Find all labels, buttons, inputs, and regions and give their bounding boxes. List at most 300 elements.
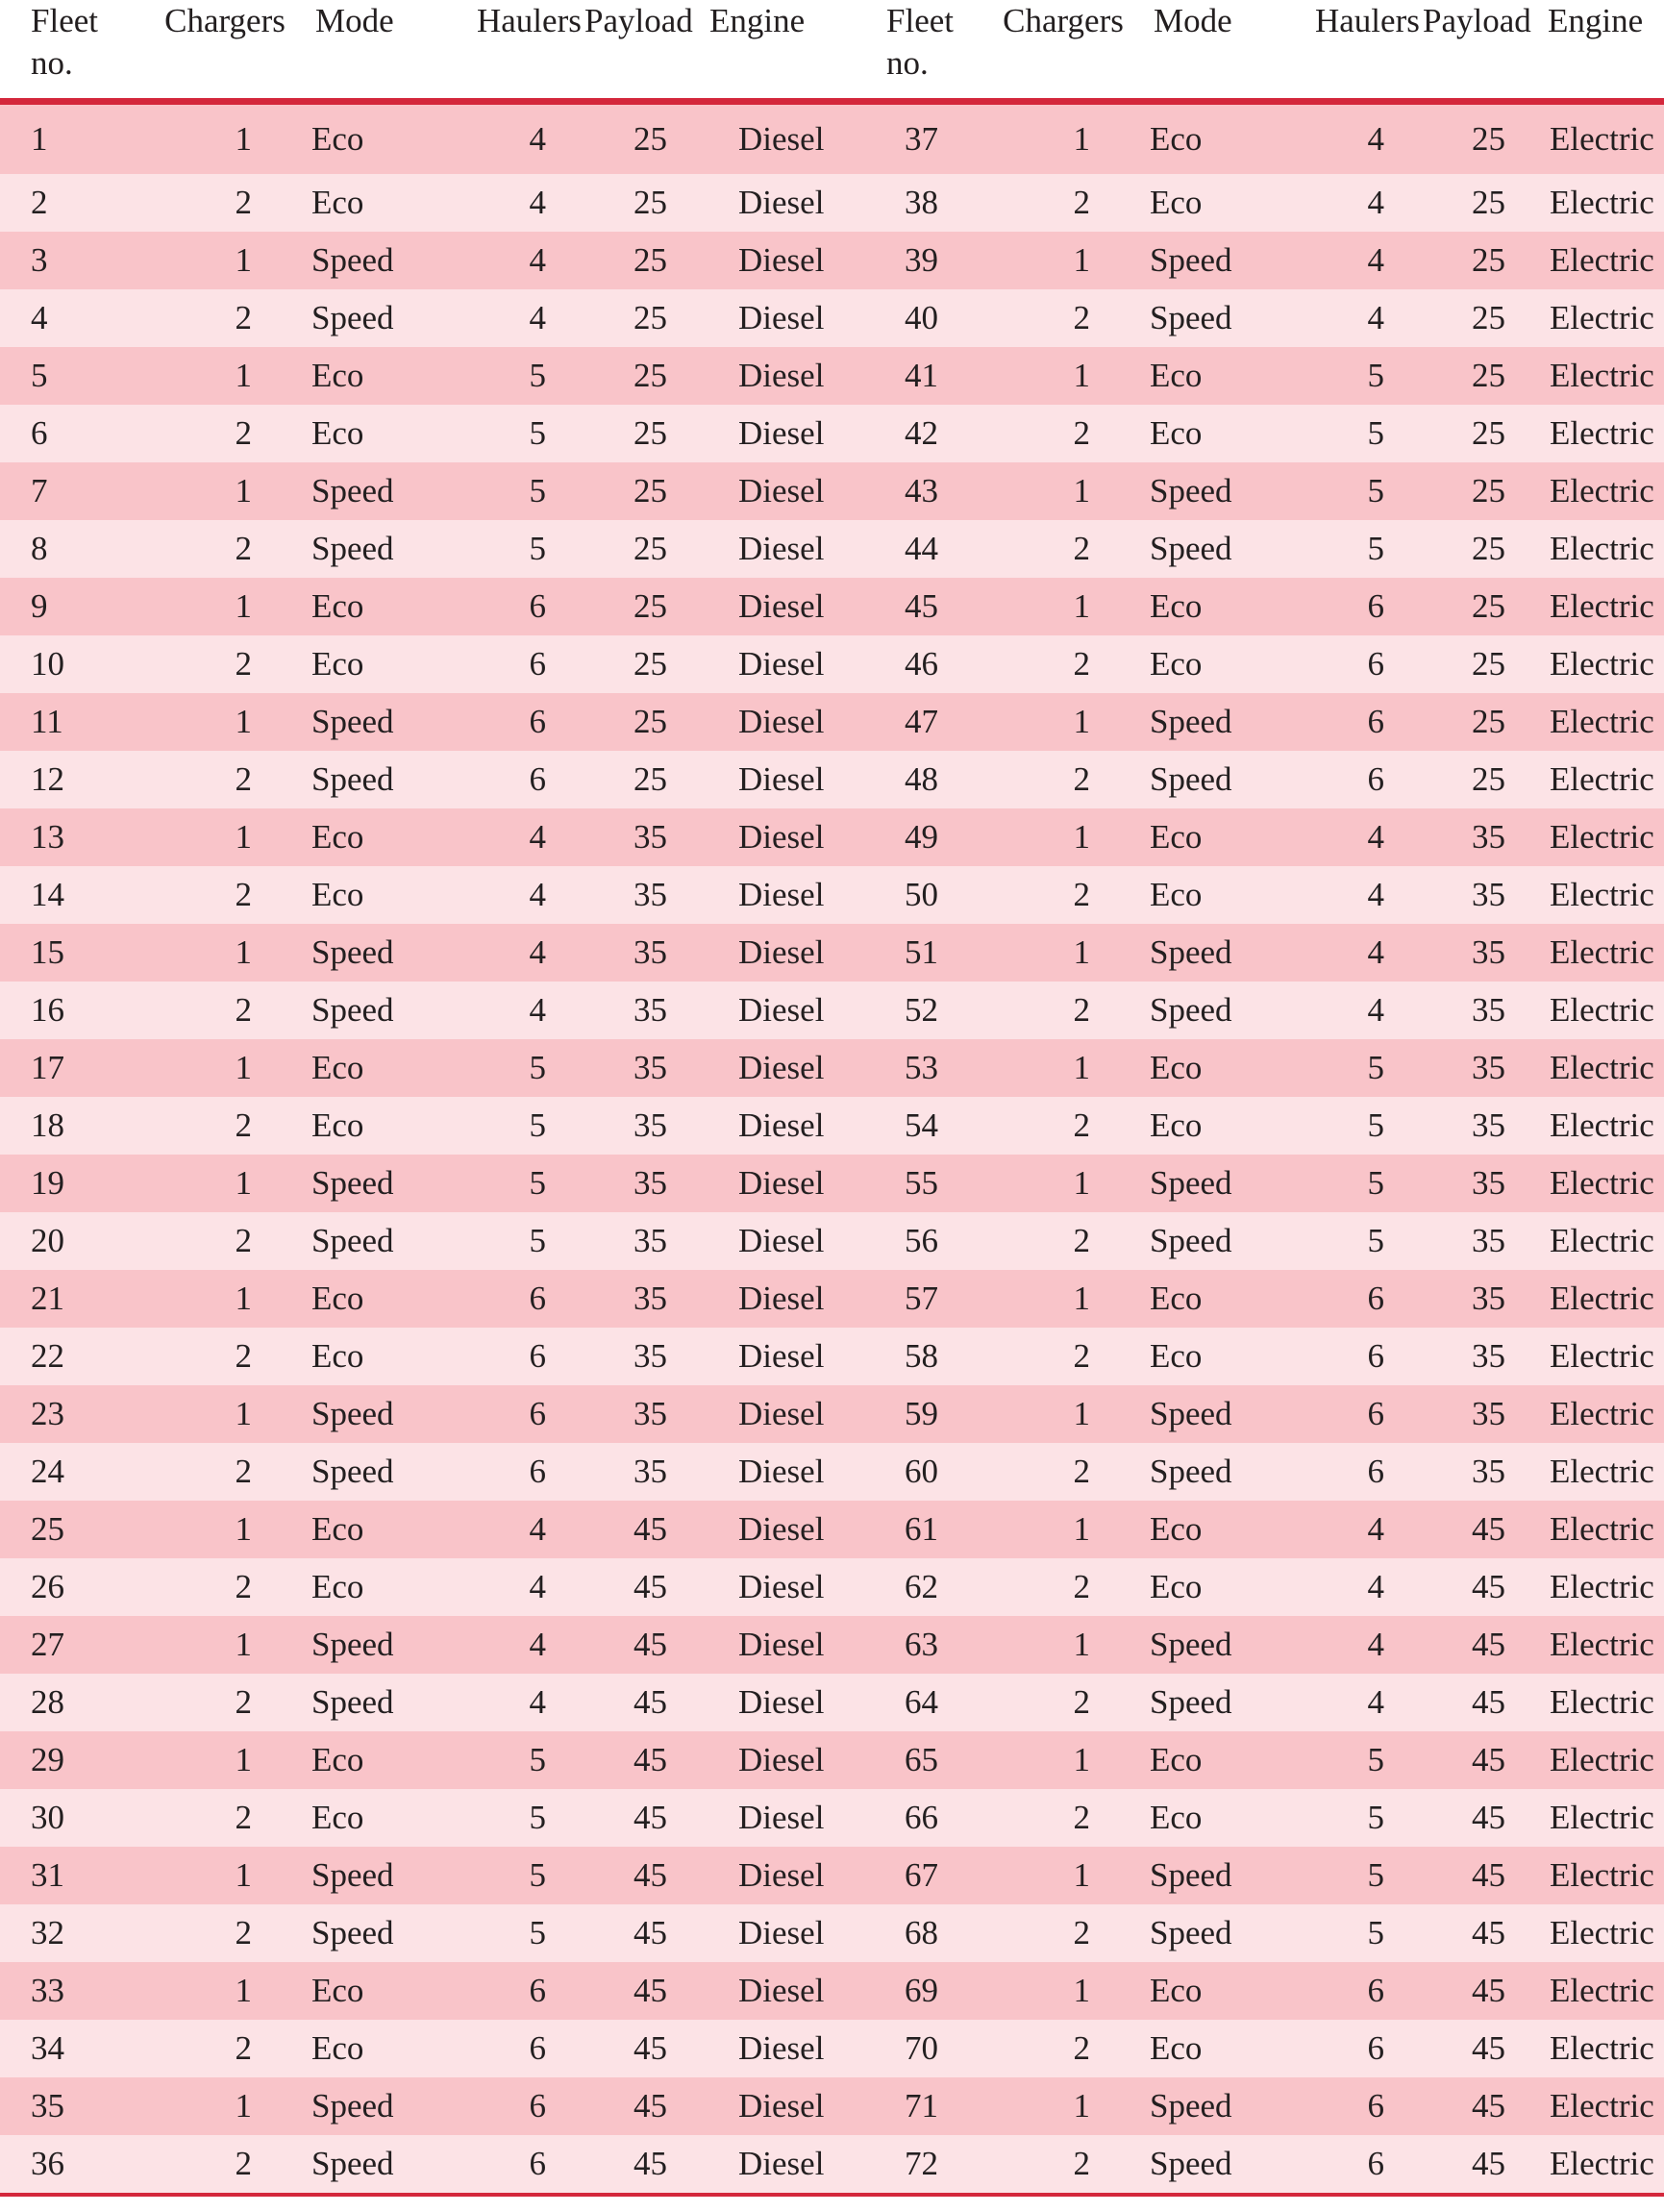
mode-cell: Eco (308, 102, 469, 175)
mode-cell: Eco (1146, 405, 1307, 462)
engine-cell: Electric (1540, 1847, 1664, 1904)
fleet-no-cell: 2 (0, 174, 142, 232)
payload-cell: 35 (1415, 1270, 1540, 1328)
engine-cell: Diesel (702, 1039, 834, 1097)
haulers-cell: 5 (469, 1789, 577, 1847)
engine-cell: Diesel (702, 866, 834, 924)
haulers-cell: 6 (1307, 2077, 1415, 2135)
mode-cell: Speed (308, 2135, 469, 2195)
mode-cell: Speed (1146, 924, 1307, 982)
chargers-cell: 2 (142, 1443, 308, 1501)
chargers-cell: 2 (981, 635, 1146, 693)
chargers-cell: 1 (981, 1501, 1146, 1558)
mode-cell: Speed (1146, 462, 1307, 520)
chargers-cell: 1 (981, 347, 1146, 405)
table-row (0, 232, 1664, 289)
mode-cell: Eco (1146, 635, 1307, 693)
haulers-cell: 4 (469, 1616, 577, 1674)
fleet-no-cell: 36 (0, 2135, 142, 2195)
engine-cell: Diesel (702, 1904, 834, 1962)
fleet-no-cell: 30 (0, 1789, 142, 1847)
table-row (0, 1212, 1664, 1270)
chargers-cell: 2 (142, 520, 308, 578)
payload-cell: 25 (1415, 232, 1540, 289)
haulers-cell: 4 (469, 1501, 577, 1558)
chargers-cell: 1 (981, 1731, 1146, 1789)
haulers-cell: 6 (469, 1328, 577, 1385)
engine-cell: Diesel (702, 1212, 834, 1270)
engine-cell: Diesel (702, 520, 834, 578)
mode-cell: Speed (1146, 2077, 1307, 2135)
engine-cell: Electric (1540, 982, 1664, 1039)
payload-cell: 45 (1415, 1847, 1540, 1904)
engine-cell: Diesel (702, 462, 834, 520)
haulers-cell: 6 (469, 2020, 577, 2077)
header-mode: Mode (1146, 0, 1307, 102)
table-body (0, 102, 1664, 2196)
haulers-cell: 4 (469, 866, 577, 924)
chargers-cell: 2 (981, 1674, 1146, 1731)
mode-cell: Eco (308, 174, 469, 232)
payload-cell: 25 (1415, 578, 1540, 635)
table-row (0, 2020, 1664, 2077)
fleet-no-cell: 67 (834, 1847, 981, 1904)
haulers-cell: 4 (1307, 102, 1415, 175)
chargers-cell: 1 (142, 1270, 308, 1328)
payload-cell: 45 (577, 1501, 702, 1558)
engine-cell: Diesel (702, 1616, 834, 1674)
chargers-cell: 1 (981, 924, 1146, 982)
payload-cell: 25 (577, 635, 702, 693)
haulers-cell: 5 (1307, 1731, 1415, 1789)
table-row (0, 102, 1664, 175)
chargers-cell: 1 (142, 578, 308, 635)
mode-cell: Speed (308, 1212, 469, 1270)
table-row (0, 174, 1664, 232)
mode-cell: Speed (1146, 982, 1307, 1039)
fleet-no-cell: 58 (834, 1328, 981, 1385)
mode-cell: Eco (1146, 1039, 1307, 1097)
header-chargers: Chargers (981, 0, 1146, 102)
fleet-no-cell: 70 (834, 2020, 981, 2077)
chargers-cell: 1 (981, 462, 1146, 520)
engine-cell: Electric (1540, 1155, 1664, 1212)
chargers-cell: 2 (142, 289, 308, 347)
chargers-cell: 1 (981, 1385, 1146, 1443)
engine-cell: Electric (1540, 1789, 1664, 1847)
mode-cell: Speed (1146, 1847, 1307, 1904)
payload-cell: 25 (1415, 347, 1540, 405)
chargers-cell: 2 (981, 1789, 1146, 1847)
fleet-no-cell: 43 (834, 462, 981, 520)
mode-cell: Eco (308, 1270, 469, 1328)
payload-cell: 35 (1415, 808, 1540, 866)
payload-cell: 25 (1415, 289, 1540, 347)
engine-cell: Diesel (702, 1962, 834, 2020)
mode-cell: Eco (308, 578, 469, 635)
fleet-no-cell: 57 (834, 1270, 981, 1328)
engine-cell: Diesel (702, 2135, 834, 2195)
chargers-cell: 1 (981, 2077, 1146, 2135)
payload-cell: 25 (1415, 635, 1540, 693)
engine-cell: Diesel (702, 102, 834, 175)
haulers-cell: 4 (1307, 232, 1415, 289)
payload-cell: 35 (1415, 866, 1540, 924)
mode-cell: Eco (308, 866, 469, 924)
engine-cell: Electric (1540, 2135, 1664, 2195)
fleet-no-cell: 9 (0, 578, 142, 635)
mode-cell: Speed (1146, 289, 1307, 347)
mode-cell: Eco (308, 405, 469, 462)
engine-cell: Diesel (702, 2077, 834, 2135)
engine-cell: Diesel (702, 924, 834, 982)
mode-cell: Eco (308, 635, 469, 693)
payload-cell: 35 (1415, 1328, 1540, 1385)
mode-cell: Speed (308, 1443, 469, 1501)
fleet-no-cell: 31 (0, 1847, 142, 1904)
payload-cell: 25 (1415, 751, 1540, 808)
mode-cell: Speed (1146, 1155, 1307, 1212)
fleet-no-cell: 28 (0, 1674, 142, 1731)
engine-cell: Electric (1540, 1501, 1664, 1558)
engine-cell: Electric (1540, 635, 1664, 693)
chargers-cell: 2 (142, 866, 308, 924)
fleet-no-cell: 61 (834, 1501, 981, 1558)
mode-cell: Eco (308, 1962, 469, 2020)
fleet-no-cell: 47 (834, 693, 981, 751)
payload-cell: 25 (577, 174, 702, 232)
engine-cell: Diesel (702, 1501, 834, 1558)
chargers-cell: 2 (981, 1443, 1146, 1501)
mode-cell: Speed (1146, 520, 1307, 578)
chargers-cell: 1 (142, 1155, 308, 1212)
chargers-cell: 2 (142, 982, 308, 1039)
haulers-cell: 6 (469, 1270, 577, 1328)
engine-cell: Diesel (702, 1155, 834, 1212)
payload-cell: 35 (577, 1212, 702, 1270)
haulers-cell: 6 (1307, 1270, 1415, 1328)
chargers-cell: 2 (142, 751, 308, 808)
payload-cell: 25 (577, 405, 702, 462)
fleet-no-cell: 72 (834, 2135, 981, 2195)
mode-cell: Eco (1146, 1558, 1307, 1616)
haulers-cell: 4 (469, 102, 577, 175)
table-row (0, 1501, 1664, 1558)
mode-cell: Eco (308, 1097, 469, 1155)
chargers-cell: 1 (981, 1847, 1146, 1904)
table-row (0, 1155, 1664, 1212)
chargers-cell: 1 (142, 1847, 308, 1904)
haulers-cell: 6 (1307, 2135, 1415, 2195)
engine-cell: Electric (1540, 1212, 1664, 1270)
fleet-no-cell: 49 (834, 808, 981, 866)
payload-cell: 45 (1415, 1616, 1540, 1674)
mode-cell: Eco (1146, 1097, 1307, 1155)
chargers-cell: 1 (142, 1962, 308, 2020)
fleet-no-cell: 37 (834, 102, 981, 175)
fleet-no-cell: 18 (0, 1097, 142, 1155)
fleet-no-cell: 68 (834, 1904, 981, 1962)
payload-cell: 25 (1415, 102, 1540, 175)
engine-cell: Electric (1540, 1558, 1664, 1616)
payload-cell: 45 (577, 2135, 702, 2195)
haulers-cell: 6 (469, 751, 577, 808)
engine-cell: Electric (1540, 1962, 1664, 2020)
chargers-cell: 2 (142, 1789, 308, 1847)
engine-cell: Diesel (702, 1443, 834, 1501)
mode-cell: Eco (1146, 174, 1307, 232)
table-row (0, 520, 1664, 578)
fleet-no-cell: 65 (834, 1731, 981, 1789)
payload-cell: 25 (577, 232, 702, 289)
fleet-no-cell: 14 (0, 866, 142, 924)
haulers-cell: 5 (1307, 520, 1415, 578)
haulers-cell: 4 (1307, 1674, 1415, 1731)
engine-cell: Electric (1540, 520, 1664, 578)
mode-cell: Eco (1146, 102, 1307, 175)
chargers-cell: 2 (981, 2135, 1146, 2195)
haulers-cell: 6 (469, 578, 577, 635)
haulers-cell: 5 (1307, 347, 1415, 405)
fleet-no-cell: 4 (0, 289, 142, 347)
chargers-cell: 1 (142, 693, 308, 751)
fleet-no-cell: 44 (834, 520, 981, 578)
mode-cell: Speed (308, 924, 469, 982)
chargers-cell: 2 (142, 1328, 308, 1385)
haulers-cell: 4 (1307, 924, 1415, 982)
chargers-cell: 1 (981, 1039, 1146, 1097)
chargers-cell: 2 (981, 1097, 1146, 1155)
engine-cell: Diesel (702, 578, 834, 635)
table-row (0, 1328, 1664, 1385)
haulers-cell: 4 (469, 1674, 577, 1731)
engine-cell: Electric (1540, 174, 1664, 232)
engine-cell: Electric (1540, 2020, 1664, 2077)
chargers-cell: 2 (981, 520, 1146, 578)
fleet-no-cell: 50 (834, 866, 981, 924)
fleet-no-cell: 11 (0, 693, 142, 751)
engine-cell: Diesel (702, 174, 834, 232)
payload-cell: 25 (577, 693, 702, 751)
mode-cell: Speed (1146, 751, 1307, 808)
chargers-cell: 2 (981, 1328, 1146, 1385)
payload-cell: 35 (1415, 1385, 1540, 1443)
mode-cell: Speed (308, 1616, 469, 1674)
mode-cell: Speed (308, 1904, 469, 1962)
chargers-cell: 2 (142, 1674, 308, 1731)
chargers-cell: 1 (142, 1385, 308, 1443)
chargers-cell: 2 (142, 1558, 308, 1616)
haulers-cell: 6 (1307, 1962, 1415, 2020)
payload-cell: 35 (1415, 1212, 1540, 1270)
mode-cell: Eco (308, 1558, 469, 1616)
mode-cell: Speed (1146, 693, 1307, 751)
engine-cell: Diesel (702, 2020, 834, 2077)
header-payload: Payload (1415, 0, 1540, 102)
mode-cell: Speed (308, 289, 469, 347)
chargers-cell: 2 (981, 1558, 1146, 1616)
fleet-no-cell: 34 (0, 2020, 142, 2077)
fleet-no-cell: 10 (0, 635, 142, 693)
haulers-cell: 4 (1307, 1558, 1415, 1616)
haulers-cell: 5 (1307, 1155, 1415, 1212)
fleet-no-cell: 27 (0, 1616, 142, 1674)
fleet-no-cell: 26 (0, 1558, 142, 1616)
payload-cell: 25 (577, 462, 702, 520)
table-row (0, 1847, 1664, 1904)
chargers-cell: 1 (142, 2077, 308, 2135)
payload-cell: 45 (577, 2077, 702, 2135)
chargers-cell: 2 (981, 1904, 1146, 1962)
mode-cell: Eco (1146, 1501, 1307, 1558)
mode-cell: Eco (308, 1039, 469, 1097)
chargers-cell: 2 (981, 289, 1146, 347)
haulers-cell: 5 (469, 1212, 577, 1270)
mode-cell: Eco (308, 1731, 469, 1789)
mode-cell: Speed (1146, 1616, 1307, 1674)
haulers-cell: 5 (469, 1847, 577, 1904)
table-row (0, 866, 1664, 924)
table-row (0, 1789, 1664, 1847)
haulers-cell: 6 (1307, 693, 1415, 751)
haulers-cell: 5 (1307, 1904, 1415, 1962)
table-row (0, 1097, 1664, 1155)
fleet-no-cell: 32 (0, 1904, 142, 1962)
payload-cell: 45 (1415, 1501, 1540, 1558)
mode-cell: Eco (1146, 1270, 1307, 1328)
table-row (0, 751, 1664, 808)
haulers-cell: 4 (1307, 982, 1415, 1039)
fleet-no-cell: 53 (834, 1039, 981, 1097)
haulers-cell: 5 (469, 520, 577, 578)
mode-cell: Eco (1146, 1789, 1307, 1847)
fleet-no-cell: 39 (834, 232, 981, 289)
haulers-cell: 4 (1307, 1501, 1415, 1558)
payload-cell: 25 (1415, 520, 1540, 578)
table-row (0, 1962, 1664, 2020)
haulers-cell: 5 (469, 1904, 577, 1962)
payload-cell: 35 (577, 1097, 702, 1155)
fleet-no-cell: 23 (0, 1385, 142, 1443)
payload-cell: 35 (1415, 1443, 1540, 1501)
engine-cell: Diesel (702, 1385, 834, 1443)
chargers-cell: 1 (981, 578, 1146, 635)
payload-cell: 25 (577, 289, 702, 347)
haulers-cell: 4 (1307, 1616, 1415, 1674)
haulers-cell: 4 (469, 982, 577, 1039)
mode-cell: Eco (308, 1501, 469, 1558)
haulers-cell: 5 (1307, 1847, 1415, 1904)
engine-cell: Electric (1540, 1328, 1664, 1385)
engine-cell: Diesel (702, 635, 834, 693)
fleet-no-cell: 63 (834, 1616, 981, 1674)
engine-cell: Electric (1540, 1385, 1664, 1443)
table-row (0, 1039, 1664, 1097)
payload-cell: 35 (577, 808, 702, 866)
mode-cell: Speed (308, 751, 469, 808)
fleet-no-cell: 22 (0, 1328, 142, 1385)
fleet-no-cell: 69 (834, 1962, 981, 2020)
mode-cell: Speed (308, 462, 469, 520)
haulers-cell: 5 (469, 347, 577, 405)
header-row (0, 0, 1664, 102)
haulers-cell: 4 (1307, 174, 1415, 232)
header-haulers: Haulers (1307, 0, 1415, 102)
engine-cell: Diesel (702, 232, 834, 289)
fleet-no-cell: 7 (0, 462, 142, 520)
header-haulers: Haulers (469, 0, 577, 102)
mode-cell: Eco (308, 1328, 469, 1385)
table-row (0, 2077, 1664, 2135)
fleet-no-cell: 54 (834, 1097, 981, 1155)
payload-cell: 25 (1415, 174, 1540, 232)
payload-cell: 45 (577, 1731, 702, 1789)
mode-cell: Eco (308, 2020, 469, 2077)
payload-cell: 45 (1415, 1558, 1540, 1616)
mode-cell: Speed (308, 1847, 469, 1904)
engine-cell: Diesel (702, 1789, 834, 1847)
haulers-cell: 4 (1307, 808, 1415, 866)
engine-cell: Diesel (702, 405, 834, 462)
header-fleet-no: Fleet no. (0, 0, 142, 102)
mode-cell: Eco (1146, 866, 1307, 924)
fleet-no-cell: 64 (834, 1674, 981, 1731)
engine-cell: Electric (1540, 347, 1664, 405)
mode-cell: Speed (1146, 1674, 1307, 1731)
engine-cell: Electric (1540, 1616, 1664, 1674)
engine-cell: Diesel (702, 751, 834, 808)
engine-cell: Electric (1540, 2077, 1664, 2135)
table-row (0, 924, 1664, 982)
payload-cell: 45 (1415, 2020, 1540, 2077)
haulers-cell: 6 (469, 1443, 577, 1501)
haulers-cell: 6 (469, 2077, 577, 2135)
mode-cell: Speed (1146, 1385, 1307, 1443)
table-row (0, 635, 1664, 693)
mode-cell: Speed (308, 2077, 469, 2135)
payload-cell: 25 (1415, 405, 1540, 462)
chargers-cell: 2 (142, 1212, 308, 1270)
mode-cell: Speed (308, 982, 469, 1039)
engine-cell: Electric (1540, 405, 1664, 462)
payload-cell: 35 (577, 1270, 702, 1328)
haulers-cell: 4 (469, 808, 577, 866)
payload-cell: 45 (577, 1558, 702, 1616)
chargers-cell: 1 (981, 808, 1146, 866)
table-row (0, 2135, 1664, 2195)
engine-cell: Diesel (702, 1731, 834, 1789)
chargers-cell: 2 (981, 174, 1146, 232)
fleet-no-cell: 55 (834, 1155, 981, 1212)
mode-cell: Speed (308, 1674, 469, 1731)
mode-cell: Eco (308, 347, 469, 405)
engine-cell: Electric (1540, 808, 1664, 866)
fleet-no-cell: 25 (0, 1501, 142, 1558)
payload-cell: 45 (1415, 1904, 1540, 1962)
engine-cell: Diesel (702, 1674, 834, 1731)
fleet-no-cell: 42 (834, 405, 981, 462)
engine-cell: Electric (1540, 289, 1664, 347)
payload-cell: 25 (577, 520, 702, 578)
payload-cell: 35 (577, 1039, 702, 1097)
engine-cell: Diesel (702, 982, 834, 1039)
engine-cell: Diesel (702, 1847, 834, 1904)
payload-cell: 45 (1415, 2077, 1540, 2135)
table-row (0, 982, 1664, 1039)
fleet-no-cell: 52 (834, 982, 981, 1039)
engine-cell: Electric (1540, 1731, 1664, 1789)
table-row (0, 1270, 1664, 1328)
